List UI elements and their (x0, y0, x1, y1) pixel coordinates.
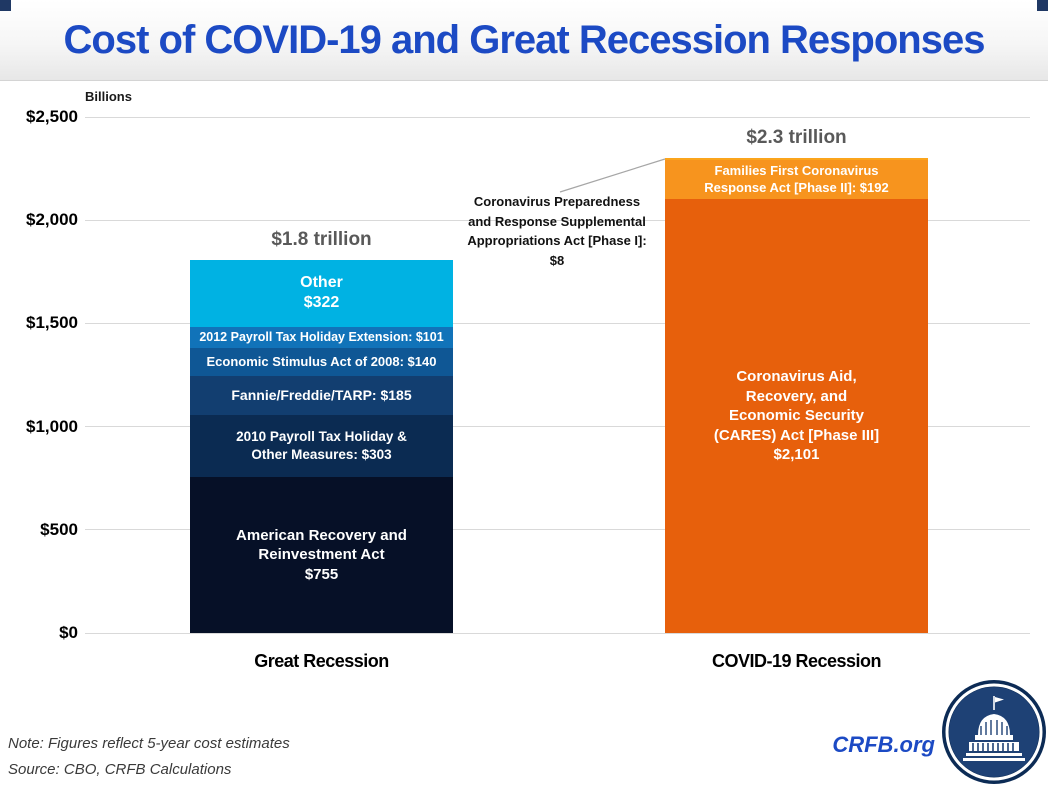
y-axis-unit-label: Billions (85, 89, 132, 104)
x-axis-label-great-recession: Great Recession (254, 651, 389, 671)
y-tick-label: $2,500 (26, 107, 78, 126)
bar-segment-label-line: Other Measures: $303 (251, 446, 392, 462)
annotation-line: Appropriations Act [Phase I]: (467, 233, 647, 248)
phase1-annotation (447, 192, 667, 270)
bar-segment-label-line: American Recovery and (236, 526, 407, 544)
y-tick-label: $1,500 (26, 313, 78, 333)
bar-segment-label-line: Economic Security (728, 407, 865, 425)
bar-segment (190, 348, 453, 377)
bar-segment-label-line: Families First Coronavirus (714, 162, 879, 178)
annotation-line: Coronavirus Preparedness (473, 194, 641, 209)
bar-segment-label-line: Reinvestment Act (258, 546, 385, 564)
bar-segment (190, 327, 453, 348)
page-title: Cost of COVID-19 and Great Recession Responses (63, 17, 985, 62)
bar-segment (190, 260, 453, 326)
y-tick-label: $0 (59, 623, 78, 642)
bar-segment-label-line: Economic Stimulus Act of 2008: $140 (206, 353, 437, 369)
bar-segment-label-line: 2010 Payroll Tax Holiday & (236, 429, 407, 445)
bar-segment-label-line: Coronavirus Aid, (736, 368, 857, 386)
capitol-dome-icon (941, 679, 1047, 785)
y-gridline (85, 117, 1030, 118)
x-axis-label-covid-recession: COVID-19 Recession (711, 651, 882, 671)
bar-segment-label-line: Response Act [Phase II]: $192 (704, 179, 889, 195)
bar-segment-label-line: Fannie/Freddie/TARP: $185 (231, 387, 412, 404)
bar-segment (665, 158, 928, 160)
annotation-line: and Response Supplemental (468, 213, 646, 229)
bar-segment (190, 477, 453, 633)
bar-segment-label-line: Other (300, 273, 343, 291)
y-tick-label: $1,000 (26, 416, 78, 436)
note-text: Note: Figures reflect 5-year cost estimates (8, 735, 290, 752)
bar-segment-label-line: $2,101 (773, 446, 820, 464)
y-tick-label: $500 (40, 519, 78, 539)
annotation-line: $8 (549, 252, 565, 268)
y-tick-label: $2,000 (26, 210, 78, 230)
bar-segment-label-line: $755 (304, 565, 339, 583)
source-text: Source: CBO, CRFB Calculations (8, 761, 232, 778)
bar-segment (665, 160, 928, 200)
bar-segment (190, 415, 453, 478)
bar-segment (665, 199, 928, 633)
total-label-covid-recession: $2.3 trillion (746, 127, 847, 148)
bar-segment-label-line: Recovery, and (745, 387, 848, 405)
bar-segment-label-line: 2012 Payroll Tax Holiday Extension: $101 (199, 329, 444, 344)
crfb-org-wordmark: CRFB.org (832, 732, 935, 757)
bar-segment-label-line: $322 (303, 294, 340, 312)
bar-segment-label-line: (CARES) Act [Phase III] (713, 426, 880, 444)
total-label-great-recession: $1.8 trillion (271, 229, 372, 250)
bar-segment (190, 376, 453, 414)
